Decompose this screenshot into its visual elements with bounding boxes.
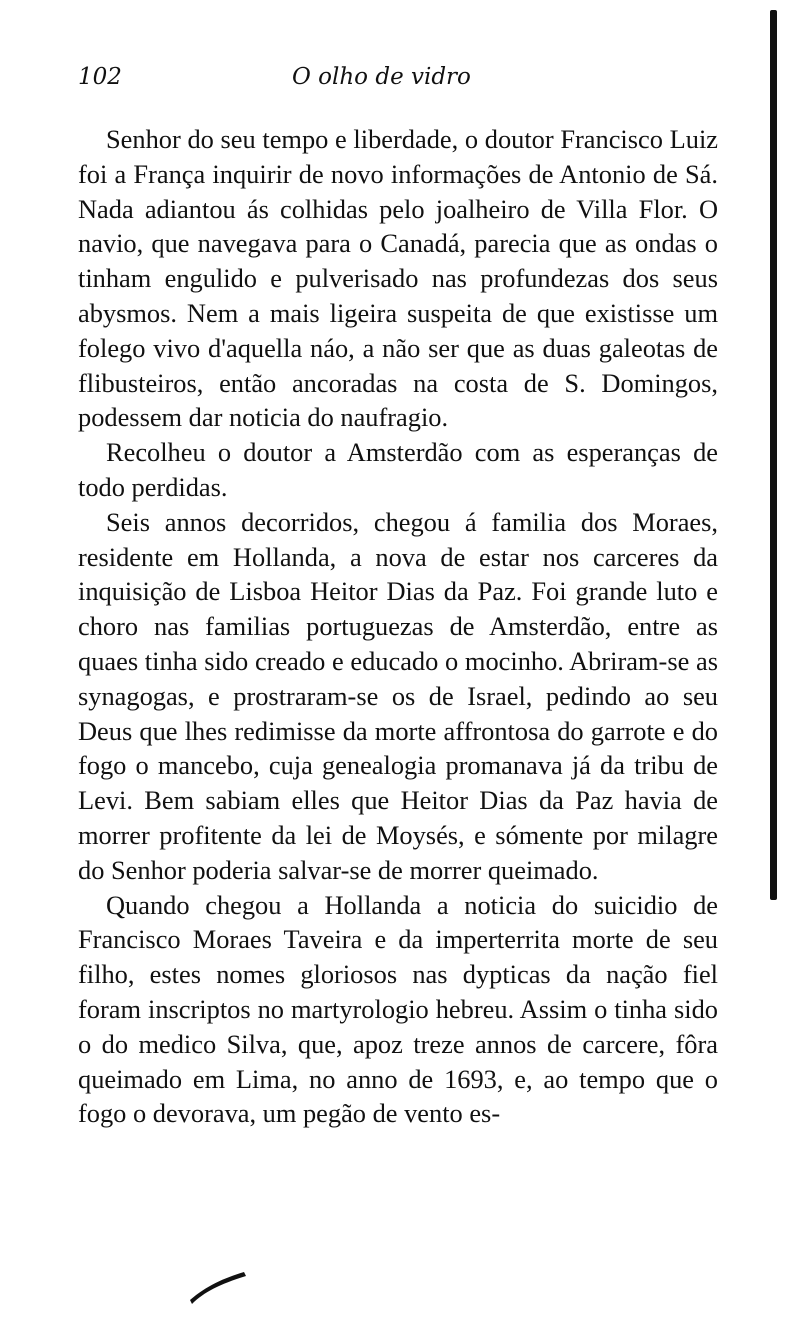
- page-edge-shadow: [770, 10, 777, 900]
- page-number: 102: [78, 64, 122, 90]
- paragraph: Seis annos decorridos, chegou á familia dos Moraes, residente em Hollanda, a nova de estar nos carceres da inquisição de Lisboa Heitor Dias da Paz. Foi grande luto e choro nas familias portuguezas de Amsterdão, entre as quaes tinha sido creado e educado o mocinho. Abriram-se as synagogas, e prostraram-se os de Israel, pedindo ao seu Deus que lhes redimisse da morte affrontosa do garrote e do fogo o mancebo, cuja genealogia promanava já da tribu de Levi. Bem sabiam elles que Heitor Dias da Paz havia de morrer profitente da lei de Moysés, e sómente por milagre do Senhor poderia salvar-se de morrer queimado.: [78, 506, 718, 885]
- paragraph: Senhor do seu tempo e liberdade, o doutor Francisco Luiz foi a França inquirir de novo informações de Antonio de Sá. Nada adiantou ás colhidas pelo joalheiro de Villa Flor. O navio, que navegava para o Canadá, parecia que as ondas o tinham engulido e pulverisado nas profundezas dos seus abysmos. Nem a mais ligeira suspeita de que existisse um folego vivo d'aquella náo, a não ser que as duas galeotas de flibusteiros, então ancoradas na costa de S. Domingos, podessem dar noticia do naufragio.: [78, 124, 718, 433]
- printer-flourish-mark: [190, 1270, 248, 1306]
- body-text: [78, 122, 718, 1131]
- page-header: [78, 60, 728, 100]
- running-title: O olho de vidro: [292, 64, 471, 90]
- paragraph: Quando chegou a Hollanda a noticia do suicidio de Francisco Moraes Taveira e da imperterrita morte de seu filho, estes nomes gloriosos nas dypticas da nação fiel foram inscriptos no martyrologio hebreu. Assim o tinha sido o do medico Silva, que, apoz treze annos de carcere, fôra queimado em Lima, no anno de 1693, e, ao tempo que o fogo o devorava, um pegão de vento es-: [78, 889, 718, 1129]
- paragraph: Recolheu o doutor a Amsterdão com as esperanças de todo perdidas.: [78, 437, 718, 502]
